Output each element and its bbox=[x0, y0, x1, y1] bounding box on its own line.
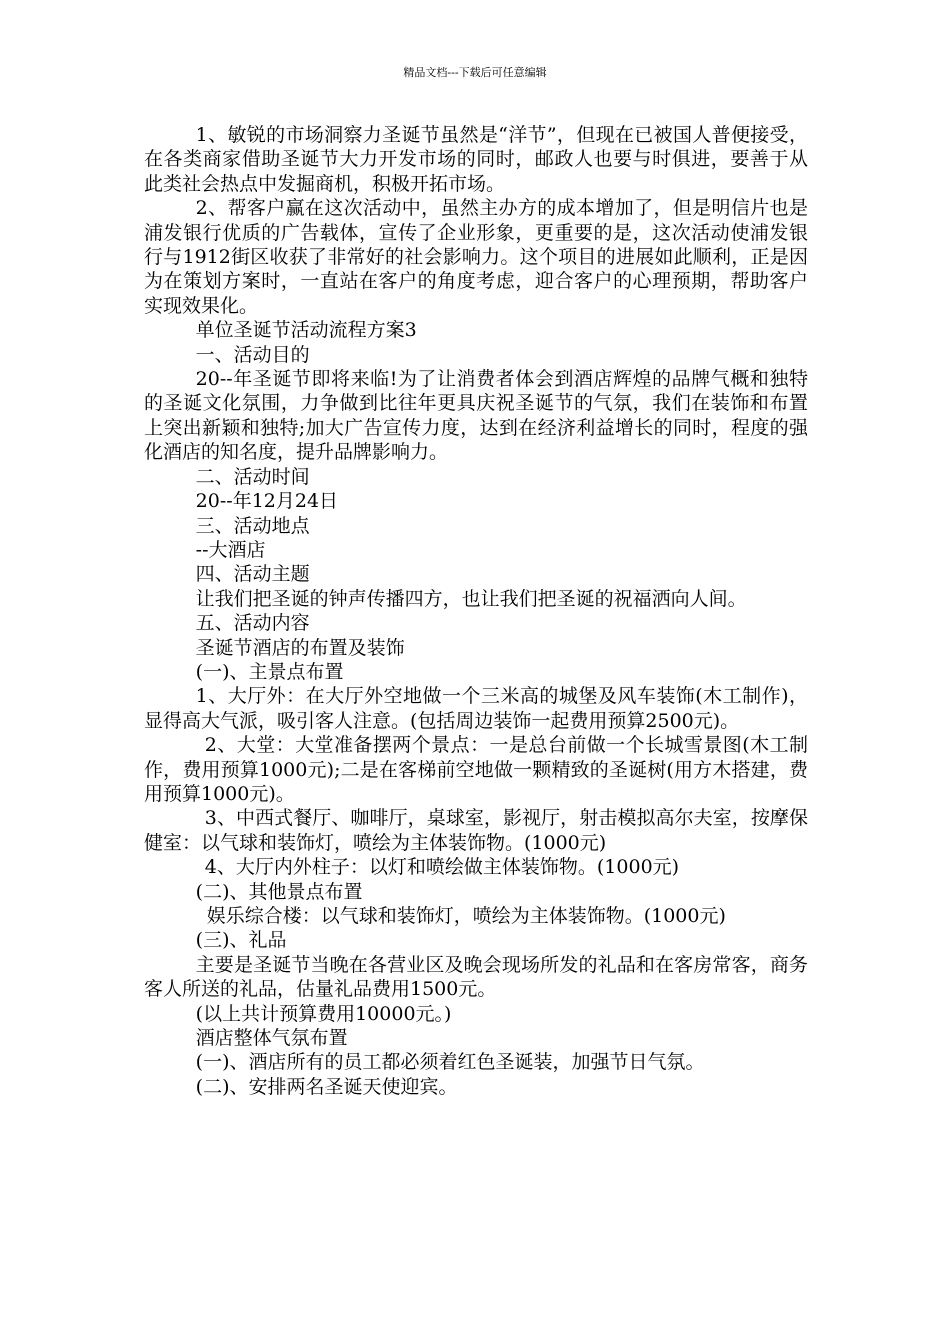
paragraph: 2、帮客户赢在这次活动中，虽然主办方的成本增加了，但是明信片也是浦发银行优质的广告载体，宣传了企业形象，更重要的是，这次活动使浦发银行与1912街区收获了非常好的社会影响力。这个项目的进展如此顺利，正是因为在策划方案时，一直站在客户的角度考虑，迎合客户的心理预期，帮助客户实现效果化。 bbox=[144, 197, 808, 317]
paragraph: 单位圣诞节活动流程方案3 bbox=[195, 319, 417, 342]
paragraph: (一)、主景点布置 bbox=[195, 660, 344, 683]
paragraph: 二、活动时间 bbox=[195, 465, 310, 488]
paragraph: 娱乐综合楼：以气球和装饰灯，喷绘为主体装饰物。(1000元) bbox=[206, 905, 726, 927]
paragraph: (以上共计预算费用10000元。) bbox=[195, 1002, 452, 1025]
paragraph: 让我们把圣诞的钟声传播四方，也让我们把圣诞的祝福洒向人间。 bbox=[195, 587, 747, 610]
paragraph: --大酒店 bbox=[195, 538, 266, 561]
paragraph: 20--年12月24日 bbox=[195, 490, 339, 513]
paragraph: (二)、其他景点布置 bbox=[195, 880, 363, 903]
paragraph: (二)、安排两名圣诞天使迎宾。 bbox=[195, 1075, 458, 1098]
paragraph: 圣诞节酒店的布置及装饰 bbox=[195, 636, 405, 659]
paragraph: 2、大堂：大堂准备摆两个景点：一是总台前做一个长城雪景图(木工制作，费用预算1000元);二是在客梯前空地做一颗精致的圣诞树(用方木搭建，费用预算1000元)。 bbox=[144, 734, 808, 805]
paragraph: 五、活动内容 bbox=[195, 612, 310, 635]
paragraph: 一、活动目的 bbox=[195, 343, 310, 366]
paragraph: (一)、酒店所有的员工都必须着红色圣诞装，加强节日气氛。 bbox=[195, 1051, 705, 1074]
page-header: 精品文档---下载后可任意编辑 bbox=[403, 66, 547, 79]
paragraph: 四、活动主题 bbox=[195, 563, 310, 586]
paragraph: 三、活动地点 bbox=[195, 514, 310, 537]
paragraph: 4、大厅内外柱子：以灯和喷绘做主体装饰物。(1000元) bbox=[204, 856, 680, 879]
paragraph: 20--年圣诞节即将来临!为了让消费者体会到酒店辉煌的品牌气概和独特的圣诞文化氛围，力争做到比往年更具庆祝圣诞节的气氛，我们在装饰和布置上突出新颖和独特;加大广告宣传力度，达到在经济利益增长的同时，程度的强化酒店的知名度，提升品牌影响力。 bbox=[144, 368, 808, 464]
document-body bbox=[144, 123, 808, 1099]
paragraph: 酒店整体气氛布置 bbox=[195, 1027, 348, 1050]
paragraph: 主要是圣诞节当晚在各营业区及晚会现场所发的礼品和在客房常客，商务客人所送的礼品，估量礼品费用1500元。 bbox=[144, 953, 808, 1001]
paragraph: 1、大厅外：在大厅外空地做一个三米高的城堡及风车装饰(木工制作)，显得高大气派，吸引客人注意。(包括周边装饰一起费用预算2500元)。 bbox=[144, 685, 808, 732]
paragraph: (三)、礼品 bbox=[195, 929, 287, 952]
paragraph: 3、中西式餐厅、咖啡厅，桌球室，影视厅，射击模拟高尔夫室，按摩保健室：以气球和装饰灯，喷绘为主体装饰物。(1000元) bbox=[144, 807, 808, 854]
paragraph: 1、敏锐的市场洞察力圣诞节虽然是“洋节”，但现在已被国人普便接受，在各类商家借助圣诞节大力开发市场的同时，邮政人也要与时俱进，要善于从此类社会热点中发掘商机，积极开拓市场。 bbox=[144, 124, 808, 195]
